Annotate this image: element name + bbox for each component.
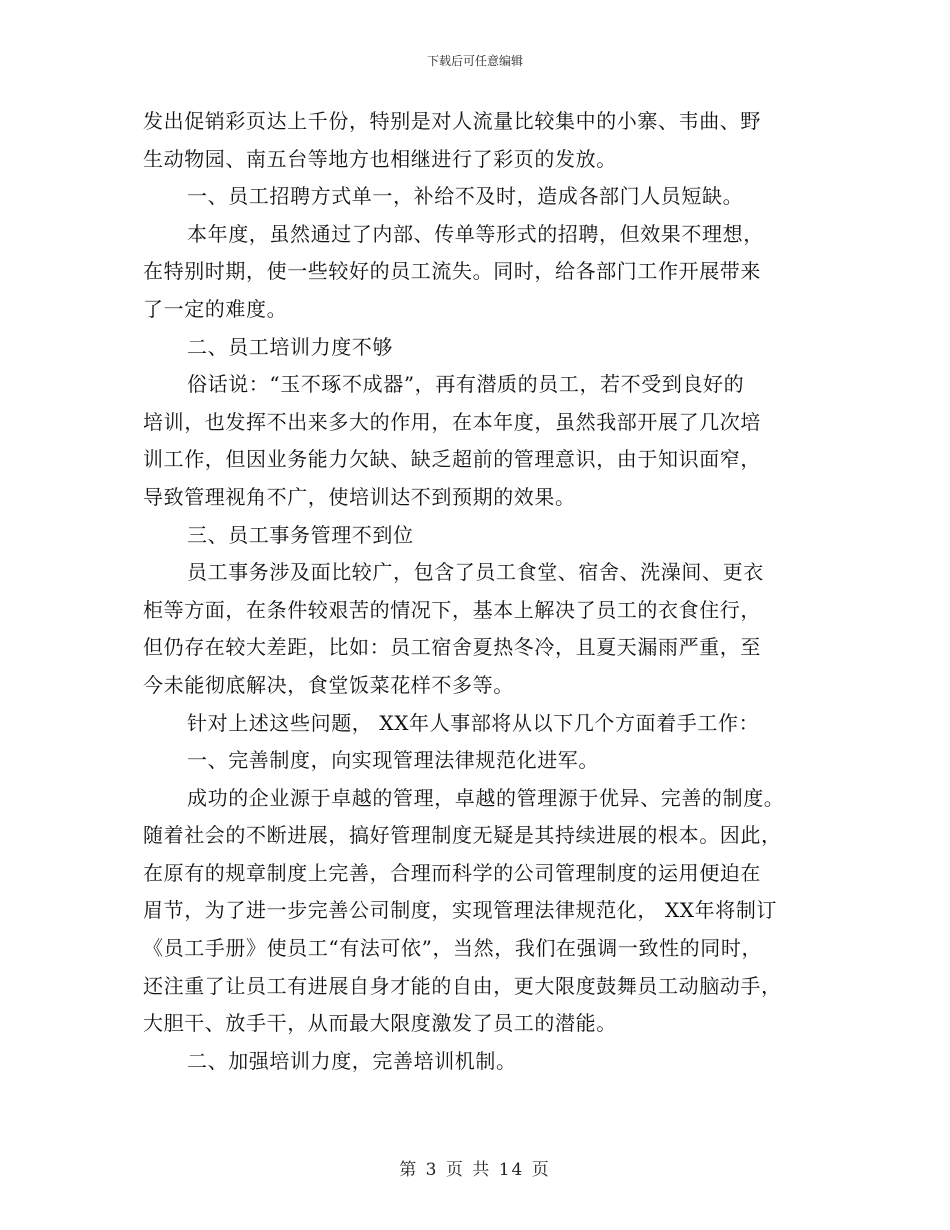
text-line: 二、加强培训力度，完善培训机制。 xyxy=(187,1048,517,1073)
text-line: 员工事务涉及面比较广，包含了员工食堂、宿舍、洗澡间、更衣 xyxy=(187,560,764,585)
text-line: 一、完善制度，向实现管理法律规范化进军。 xyxy=(187,748,599,773)
text-line: 发出促销彩页达上千份，特别是对人流量比较集中的小寨、韦曲、野 xyxy=(143,109,761,133)
text-line: 训工作，但因业务能力欠缺、缺乏超前的管理意识，由于知识面窄， xyxy=(143,447,761,472)
text-line: 还注重了让员工有进展自身才能的自由，更大限度鼓舞员工动脑动手， xyxy=(143,973,782,998)
text-line: 在原有的规章制度上完善，合理而科学的公司管理制度的运用便迫在 xyxy=(143,860,761,885)
text-line: 二、员工培训力度不够 xyxy=(187,334,393,359)
text-line: 培训，也发挥不出来多大的作用，在本年度，虽然我部开展了几次培 xyxy=(143,409,761,434)
text-line: 今未能彻底解决，食堂饭菜花样不多等。 xyxy=(143,672,514,697)
text-line: 在特别时期，使一些较好的员工流失。同时，给各部门工作开展带来 xyxy=(143,259,761,284)
page-number: 第 3 页 共 14 页 xyxy=(399,1160,551,1180)
text-line: 柜等方面，在条件较艰苦的情况下，基本上解决了员工的衣食住行， xyxy=(143,597,761,622)
text-line: 眉节，为了进一步完善公司制度，实现管理法律规范化， XX年将制订 xyxy=(143,898,778,923)
document-body xyxy=(143,103,813,1080)
text-line: 针对上述这些问题， XX年人事部将从以下几个方面着手工作： xyxy=(187,710,760,735)
text-line: 生动物园、南五台等地方也相继进行了彩页的发放。 xyxy=(143,146,617,171)
text-line: 《员工手册》使员工“有法可依”，当然，我们在强调一致性的同时， xyxy=(143,936,763,961)
text-line: 三、员工事务管理不到位 xyxy=(187,522,414,547)
text-line: 大胆干、放手干，从而最大限度激发了员工的潜能。 xyxy=(143,1011,617,1036)
text-line: 随着社会的不断进展，搞好管理制度无疑是其持续进展的根本。因此， xyxy=(143,823,782,848)
text-line: 一、员工招聘方式单一，补给不及时，造成各部门人员短缺。 xyxy=(187,184,744,209)
page-header: 下载后可任意编辑 xyxy=(426,54,523,68)
text-line: 俗话说：“玉不琢不成器”，再有潜质的员工，若不受到良好的 xyxy=(187,372,745,397)
text-line: 了一定的难度。 xyxy=(143,296,288,321)
text-line: 本年度，虽然通过了内部、传单等形式的招聘，但效果不理想， xyxy=(187,221,764,246)
text-line: 导致管理视角不广，使培训达不到预期的效果。 xyxy=(143,484,576,509)
text-line: 成功的企业源于卓越的管理，卓越的管理源于优异、完善的制度。 xyxy=(187,785,785,810)
text-line: 但仍存在较大差距，比如：员工宿舍夏热冬冷，且夏天漏雨严重，至 xyxy=(143,635,761,660)
